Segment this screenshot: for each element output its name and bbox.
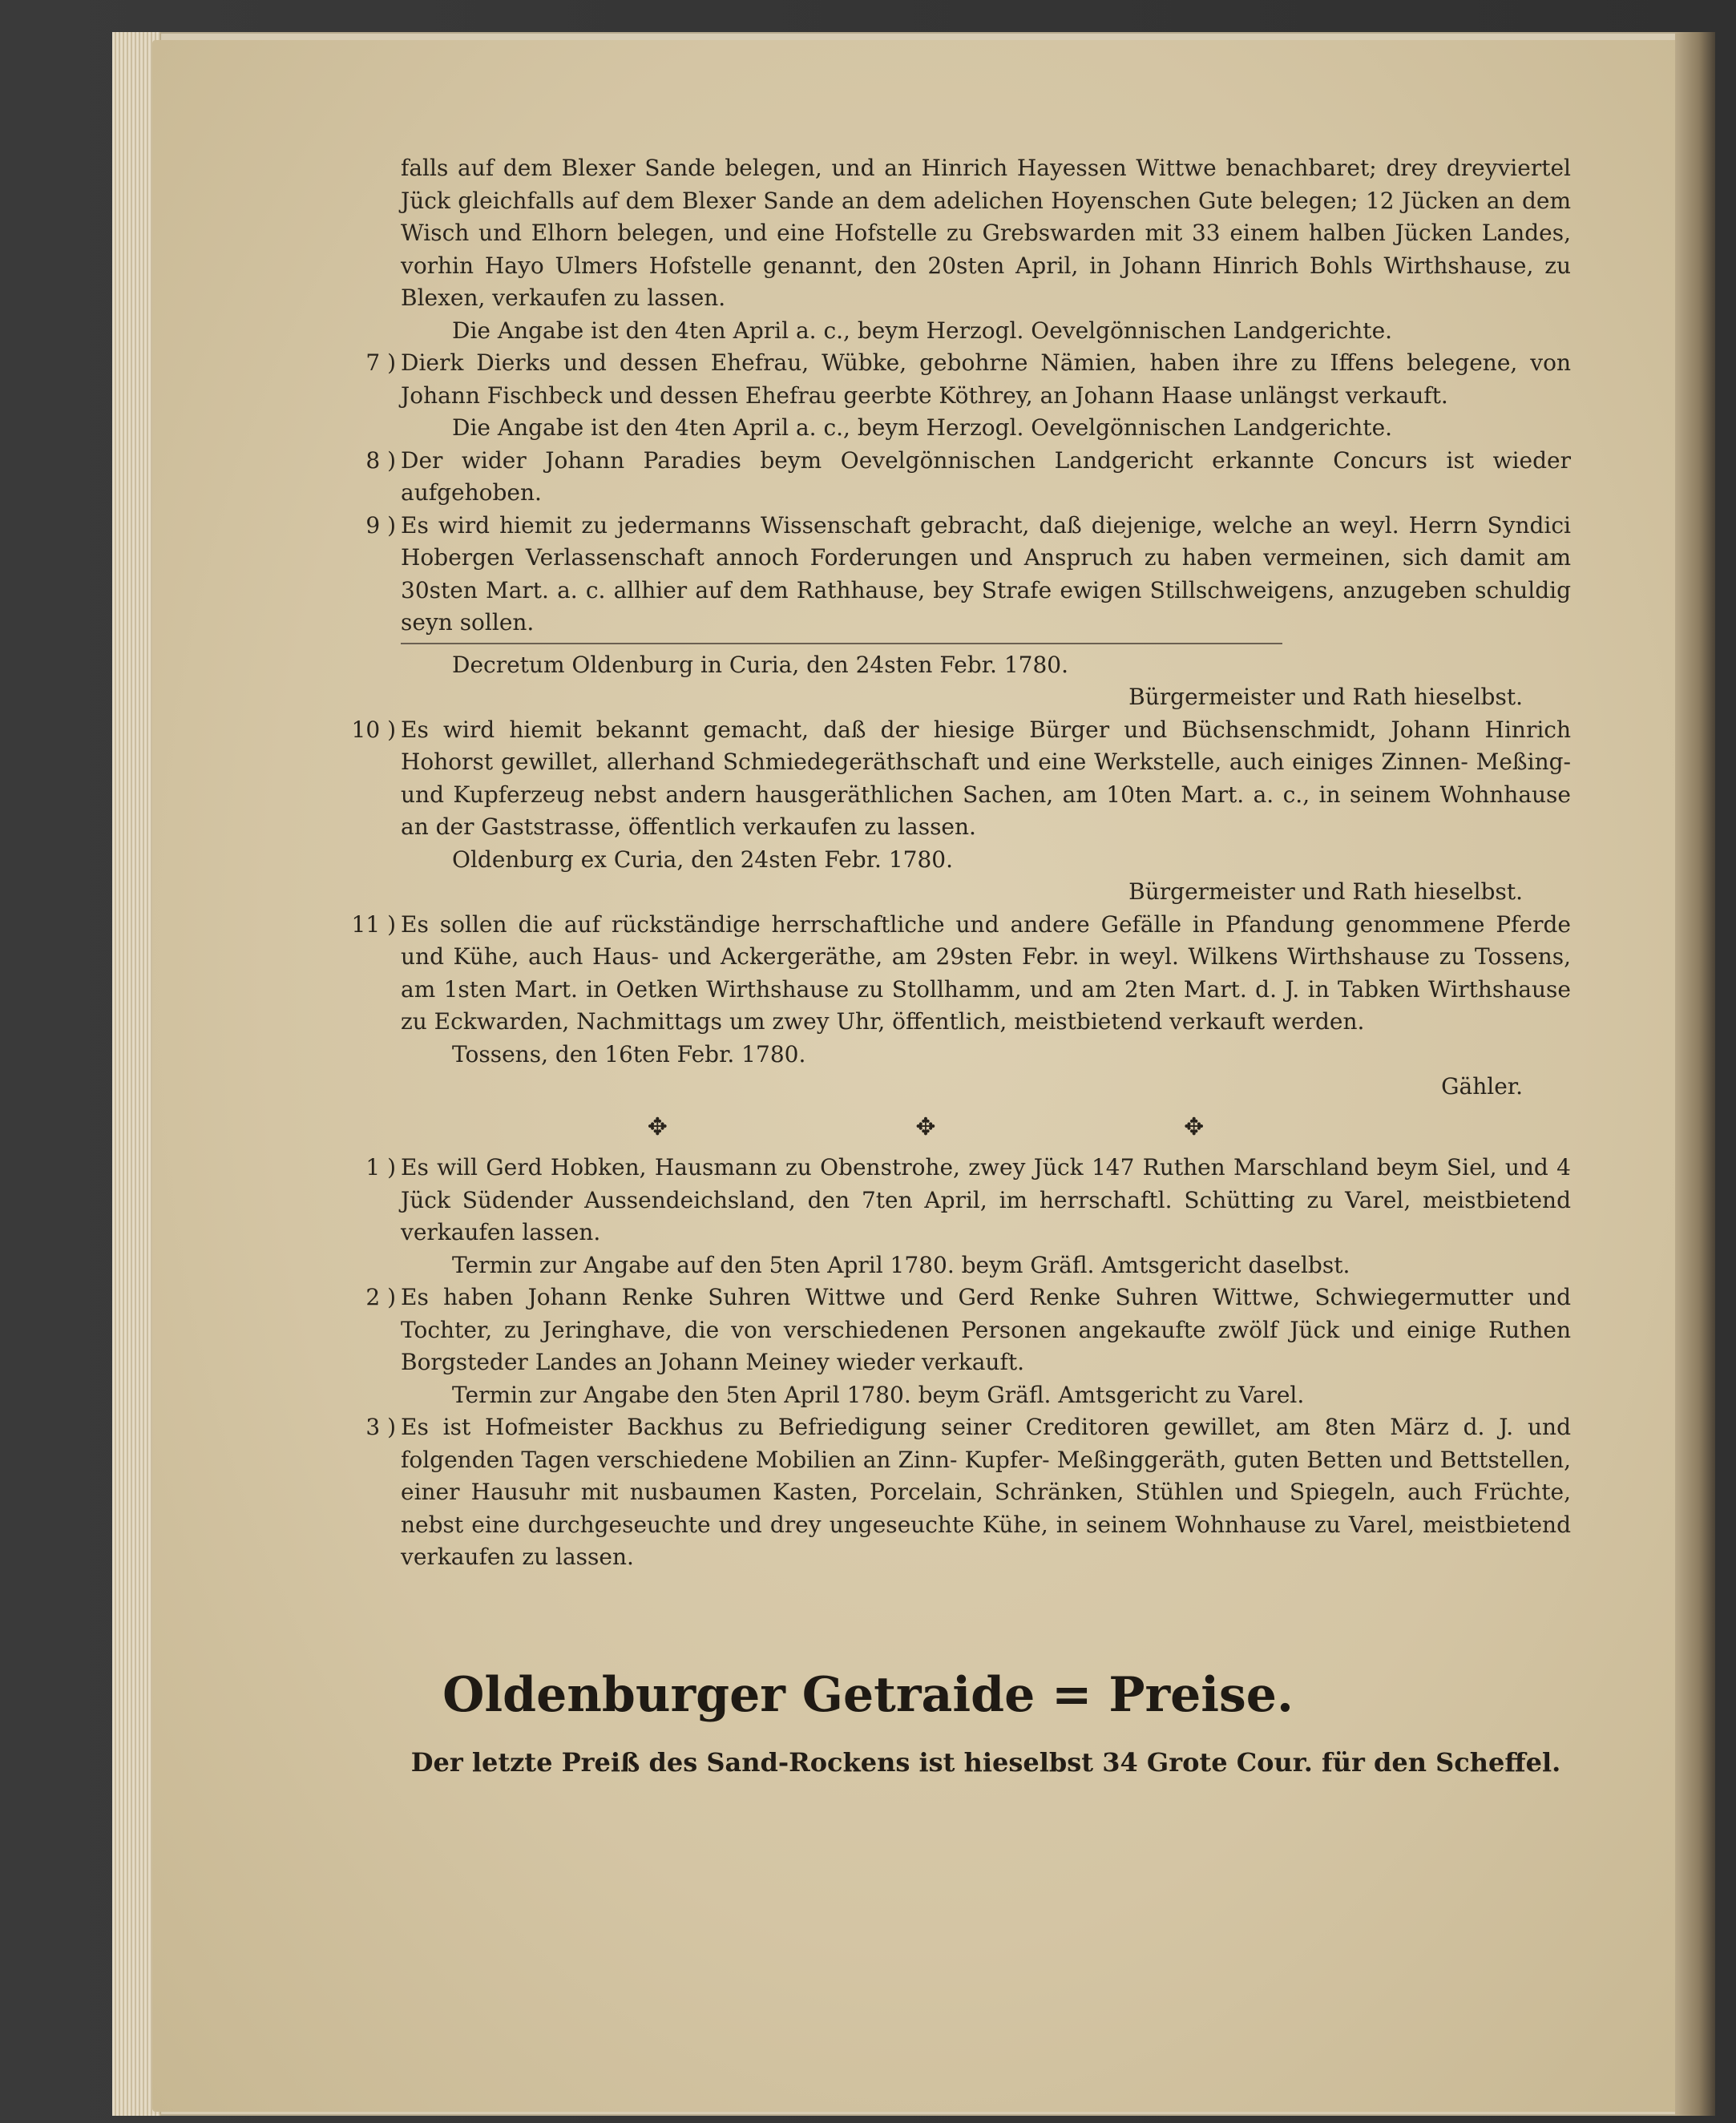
continuation-text: falls auf dem Blexer Sande belegen, und an Hinrich Hayessen Wittwe benachbaret; drey dreyviertel Jück gleichfalls auf dem Blexer Sande an dem adelichen Hoyenschen Gute belegen; 12 Jücken an dem Wisch und Elhorn belegen, und eine Hofstelle zu Grebswarden mit 33 einem halben Jücken Landes, vorhin Hayo Ulmers Hofstelle genannt, den 20sten April, in Johann Hinrich Bohls Wirthshause, zu Blexen, verkaufen zu lassen. xyxy=(401,155,1571,311)
entry-b3 xyxy=(365,1411,1571,1574)
entry-b2 xyxy=(365,1281,1571,1411)
entry-note: Tossens, den 16ten Febr. 1780. xyxy=(452,1040,806,1068)
entry-text: Dierk Dierks und dessen Ehefrau, Wübke, gebohrne Nämien, haben ihre zu Iffens belegene, von Johann Fischbeck und dessen Ehefrau geerbte Köthrey, an Johann Haase unlängst verkauft. xyxy=(401,349,1571,409)
entry-text: Es haben Johann Renke Suhren Wittwe und Gerd Renke Suhren Wittwe, Schwiegermutter und Tochter, zu Jeringhave, die von verschiedenen Personen angekaufte zwölf Jück und einige Ruthen Borgsteder Landes an Johann Meiney wieder verkauft. xyxy=(401,1284,1571,1375)
divider xyxy=(401,643,1282,644)
entry-text: Es wird hiemit bekannt gemacht, daß der hiesige Bürger und Büchsenschmidt, Johann Hinrich Hohorst gewillet, allerhand Schmiedegeräthschaft und eine Werkstelle, auch einiges Zinnen- Meßing- und Kupferzeug nebst andern hausgeräthlichen Sachen, am 10ten Mart. a. c., in seinem Wohnhause an der Gaststrasse, öffentlich verkaufen zu lassen. xyxy=(401,716,1571,840)
entry-9 xyxy=(365,510,1571,714)
entry-signature: Bürgermeister und Rath hieselbst. xyxy=(1128,684,1523,710)
ornament-icon: ✥ xyxy=(915,1112,1056,1141)
entry-number: 7 ) xyxy=(365,349,396,376)
entry-signature: Gähler. xyxy=(1441,1073,1523,1100)
entry-number: 10 ) xyxy=(351,716,396,743)
gutter-shadow xyxy=(1675,32,1715,2116)
entry-number: 2 ) xyxy=(365,1284,396,1310)
page-heading: Oldenburger Getraide = Preise. xyxy=(442,1667,1294,1723)
entry-number: 3 ) xyxy=(365,1414,396,1440)
entry-number: 11 ) xyxy=(351,910,396,938)
section-ornaments xyxy=(401,1112,1571,1144)
entry-signature: Bürgermeister und Rath hieselbst. xyxy=(1128,878,1523,905)
entry-text: Es will Gerd Hobken, Hausmann zu Obenstrohe, zwey Jück 147 Ruthen Marschland beym Siel, und 4 Jück Südender Aussendeichsland, den 7ten April, im herrschaftl. Schütting zu Varel, meistbietend verkaufen lassen. xyxy=(401,1154,1571,1245)
entry-text: Es ist Hofmeister Backhus zu Befriedigung seiner Creditoren gewillet, am 8ten März d. J. und folgenden Tagen verschiedene Mobilien an Zinn- Kupfer- Meßinggeräth, guten Betten und Bettstellen, einer Hausuhr mit nusbaumen Kasten, Porcelain, Schränken, Stühlen und Spiegeln, auch Früchte, nebst eine durchgeseuchte und drey ungeseuchte Kühe, in seinem Wohnhause zu Varel, meistbietend verkaufen zu lassen. xyxy=(401,1414,1571,1570)
entry-10 xyxy=(351,714,1571,909)
entry-7 xyxy=(365,347,1571,445)
entry-note: Decretum Oldenburg in Curia, den 24sten Febr. 1780. xyxy=(452,651,1069,678)
entry-note: Die Angabe ist den 4ten April a. c., beym Herzogl. Oevelgönnischen Landgerichte. xyxy=(452,414,1393,441)
text-body xyxy=(351,152,1571,1574)
entry-8 xyxy=(365,445,1571,510)
ornament-icon: ✥ xyxy=(1184,1112,1325,1141)
entry-text: Der wider Johann Paradies beym Oevelgönnischen Landgericht erkannte Concurs ist wieder aufgehoben. xyxy=(401,446,1571,506)
entry-note: Oldenburg ex Curia, den 24sten Febr. 1780. xyxy=(452,846,953,873)
entry-number: 1 ) xyxy=(365,1154,396,1181)
entry-note: Termin zur Angabe auf den 5ten April 1780. beym Gräfl. Amtsgericht daselbst. xyxy=(452,1251,1350,1278)
continuation-note: Die Angabe ist den 4ten April a. c., beym Herzogl. Oevelgönnischen Landgerichte. xyxy=(452,317,1393,344)
entry-11 xyxy=(351,909,1571,1104)
entry-number: 9 ) xyxy=(365,511,396,539)
ornament-icon: ✥ xyxy=(647,1112,788,1141)
price-line: Der letzte Preiß des Sand-Rockens ist hieselbst 34 Grote Cour. für den Scheffel. xyxy=(410,1747,1561,1778)
entry-text: Es sollen die auf rückständige herrschaftliche und andere Gefälle in Pfandung genommene Pferde und Kühe, auch Haus- und Ackergeräthe, am 29sten Febr. in weyl. Wilkens Wirthshause zu Tossens, am 1sten Mart. in Oetken Wirthshause zu Stollhamm, und am 2ten Mart. d. J. in Tabken Wirthshause zu Eckwarden, Nachmittags um zwey Uhr, öffentlich, meistbietend verkauft werden. xyxy=(401,910,1571,1035)
entry-b1 xyxy=(365,1152,1571,1281)
entry-number: 8 ) xyxy=(365,446,396,474)
entry-note: Termin zur Angabe den 5ten April 1780. beym Gräfl. Amtsgericht zu Varel. xyxy=(452,1381,1305,1408)
entry-text: Es wird hiemit zu jedermanns Wissenschaft gebracht, daß diejenige, welche an weyl. Herrn Syndici Hobergen Verlassenschaft annoch Forderungen und Anspruch zu haben vermeinen, sich damit am 30sten Mart. a. c. allhier auf dem Rathhause, bey Strafe ewigen Stillschweigens, anzugeben schuldig seyn sollen. xyxy=(401,511,1571,636)
